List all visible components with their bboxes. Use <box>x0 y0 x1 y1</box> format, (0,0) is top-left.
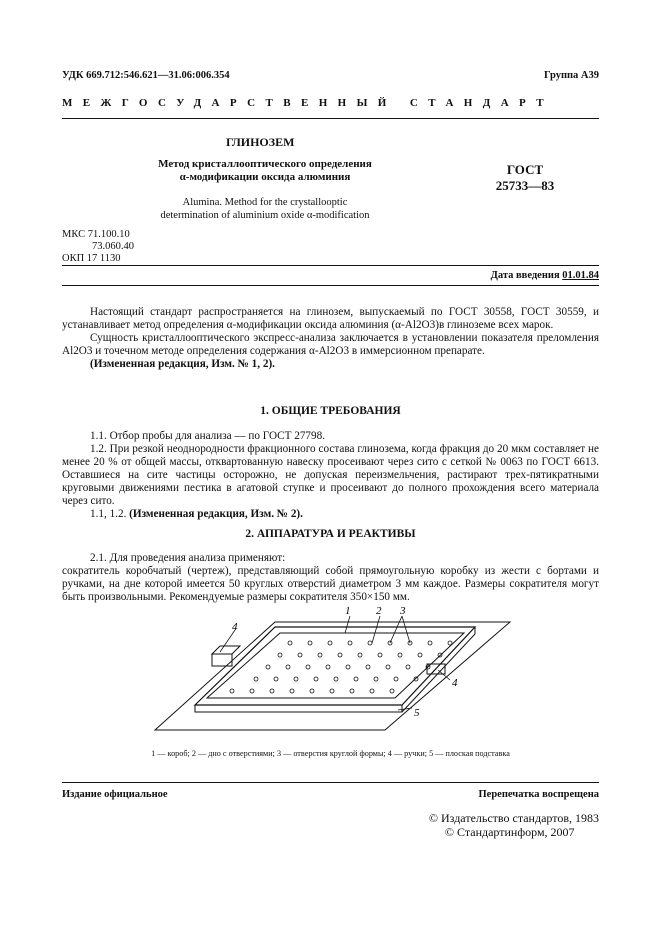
intro-section <box>62 306 599 371</box>
reprint-prohibited: Перепечатка воспрещена <box>478 789 599 800</box>
copyright-2007: © Стандартинформ, 2007 <box>444 825 575 839</box>
intro-paragraph-2: Сущность кристаллооптического экспресс-анализа заключается в установлении показателя преломления Al2O3 и точечном методе определения содержания α-Al2O3 в иммерсионном препарате. <box>62 332 599 357</box>
label-1: 1 <box>345 605 351 617</box>
handle-left-top <box>212 646 240 654</box>
okp-code: ОКП 17 1130 <box>62 253 121 264</box>
label-4-left: 4 <box>232 621 238 633</box>
section-1-body <box>62 430 599 521</box>
intro-date <box>491 270 599 281</box>
gost-designation <box>480 162 570 194</box>
clause-1-2: 1.2. При резкой неоднородности фракционного состава глинозема, когда фракция до 20 мкм составляет не менее 20 % от общей массы, отквартованную навеску просеивают через сито с сеткой № 0063 по ГОСТ 6613. Оставшиеся на сите частицы осторожно, не допуская переизмельчения, растирают трех-пятикратными круговыми движениями пестика в агатовой ступке и просеивают до полного прохождения всего материала через сито. <box>62 443 599 507</box>
label-3: 3 <box>400 605 406 617</box>
copyright-block <box>429 811 599 839</box>
label-4-right: 4 <box>452 677 458 689</box>
clause-1-1: 1.1. Отбор пробы для анализа — по ГОСТ 27798. <box>90 430 326 442</box>
label-5: 5 <box>414 707 420 719</box>
copyright-1983: © Издательство стандартов, 1983 <box>428 811 599 825</box>
header-rule <box>62 118 599 119</box>
clause-2-1-reducer: сократитель коробчатый (чертеж), представляющий собой прямоугольную коробку из жести с бортами и ручками, на дне которой имеется 50 круглых отверстий диаметром 3 мм каждое. Размеры сократителя могут быть произвольными. Рекомендуемые размеры сократителя 350×150 мм. <box>62 565 599 603</box>
handle-left <box>212 654 232 666</box>
edit-clauses: 1.1, 1.2. <box>90 508 127 520</box>
section-2-body <box>62 552 599 604</box>
intro-date-label: Дата введения <box>490 270 560 281</box>
document-title: ГЛИНОЗЕМ <box>226 135 295 149</box>
subtitle-line-1: Метод кристаллооптического определения <box>158 158 372 170</box>
base-plate <box>155 622 510 730</box>
section-1-heading: 1. ОБЩИЕ ТРЕБОВАНИЯ <box>260 405 401 417</box>
box-rim-outer <box>195 627 475 705</box>
gost-label: ГОСТ <box>506 162 544 177</box>
subtitle-en-line-2: determination of aluminium oxide α-modification <box>160 210 370 221</box>
mks-code: МКС 71.100.10 <box>62 229 130 240</box>
classification-rule <box>62 265 599 266</box>
clause-2-1: 2.1. Для проведения анализа применяют: <box>90 552 286 564</box>
subtitle-ru <box>130 158 400 184</box>
label-2: 2 <box>376 605 382 617</box>
classification-codes <box>62 229 134 265</box>
figure-caption: 1 — короб; 2 — дно с отверстиями; 3 — отверстия круглой формы; 4 — ручки; 5 — плоская подставка <box>151 749 510 758</box>
official-edition: Издание официальное <box>62 789 168 800</box>
intro-date-rule <box>62 285 599 286</box>
subtitle-en-line-1: Alumina. Method for the crystallooptic <box>182 197 348 208</box>
intro-date-value: 01.01.84 <box>562 270 599 281</box>
interstate-standard-banner: МЕЖГОСУДАРСТВЕННЫЙ СТАНДАРТ <box>62 97 555 109</box>
subtitle-en <box>120 196 410 222</box>
box-front-wall <box>195 705 402 712</box>
edit-text: (Измененная редакция, Изм. № 2). <box>129 508 303 520</box>
section-1-edit-note <box>62 508 599 521</box>
intro-paragraph-1: Настоящий стандарт распространяется на глинозем, выпускаемый по ГОСТ 30558, ГОСТ 30559, и устанавливает метод определения α-модификации оксида алюминия (α-Al2O3)в глиноземе всех марок. <box>62 306 599 331</box>
reducer-drawing <box>140 600 520 735</box>
gost-number: 25733—83 <box>495 178 555 193</box>
mks-code-2: 73.060.40 <box>92 241 134 252</box>
subtitle-line-2: α-модификации оксида алюминия <box>179 171 351 183</box>
group-code: Группа А39 <box>543 70 599 81</box>
udk-code: УДК 669.712:546.621—31.06:006.354 <box>62 70 230 81</box>
box-rim-inner <box>207 633 464 698</box>
intro-edit-note: (Измененная редакция, Изм. № 1, 2). <box>90 358 275 370</box>
section-2-heading: 2. АППАРАТУРА И РЕАКТИВЫ <box>245 528 416 540</box>
bottom-holes <box>230 641 452 693</box>
footer-rule <box>62 782 599 783</box>
